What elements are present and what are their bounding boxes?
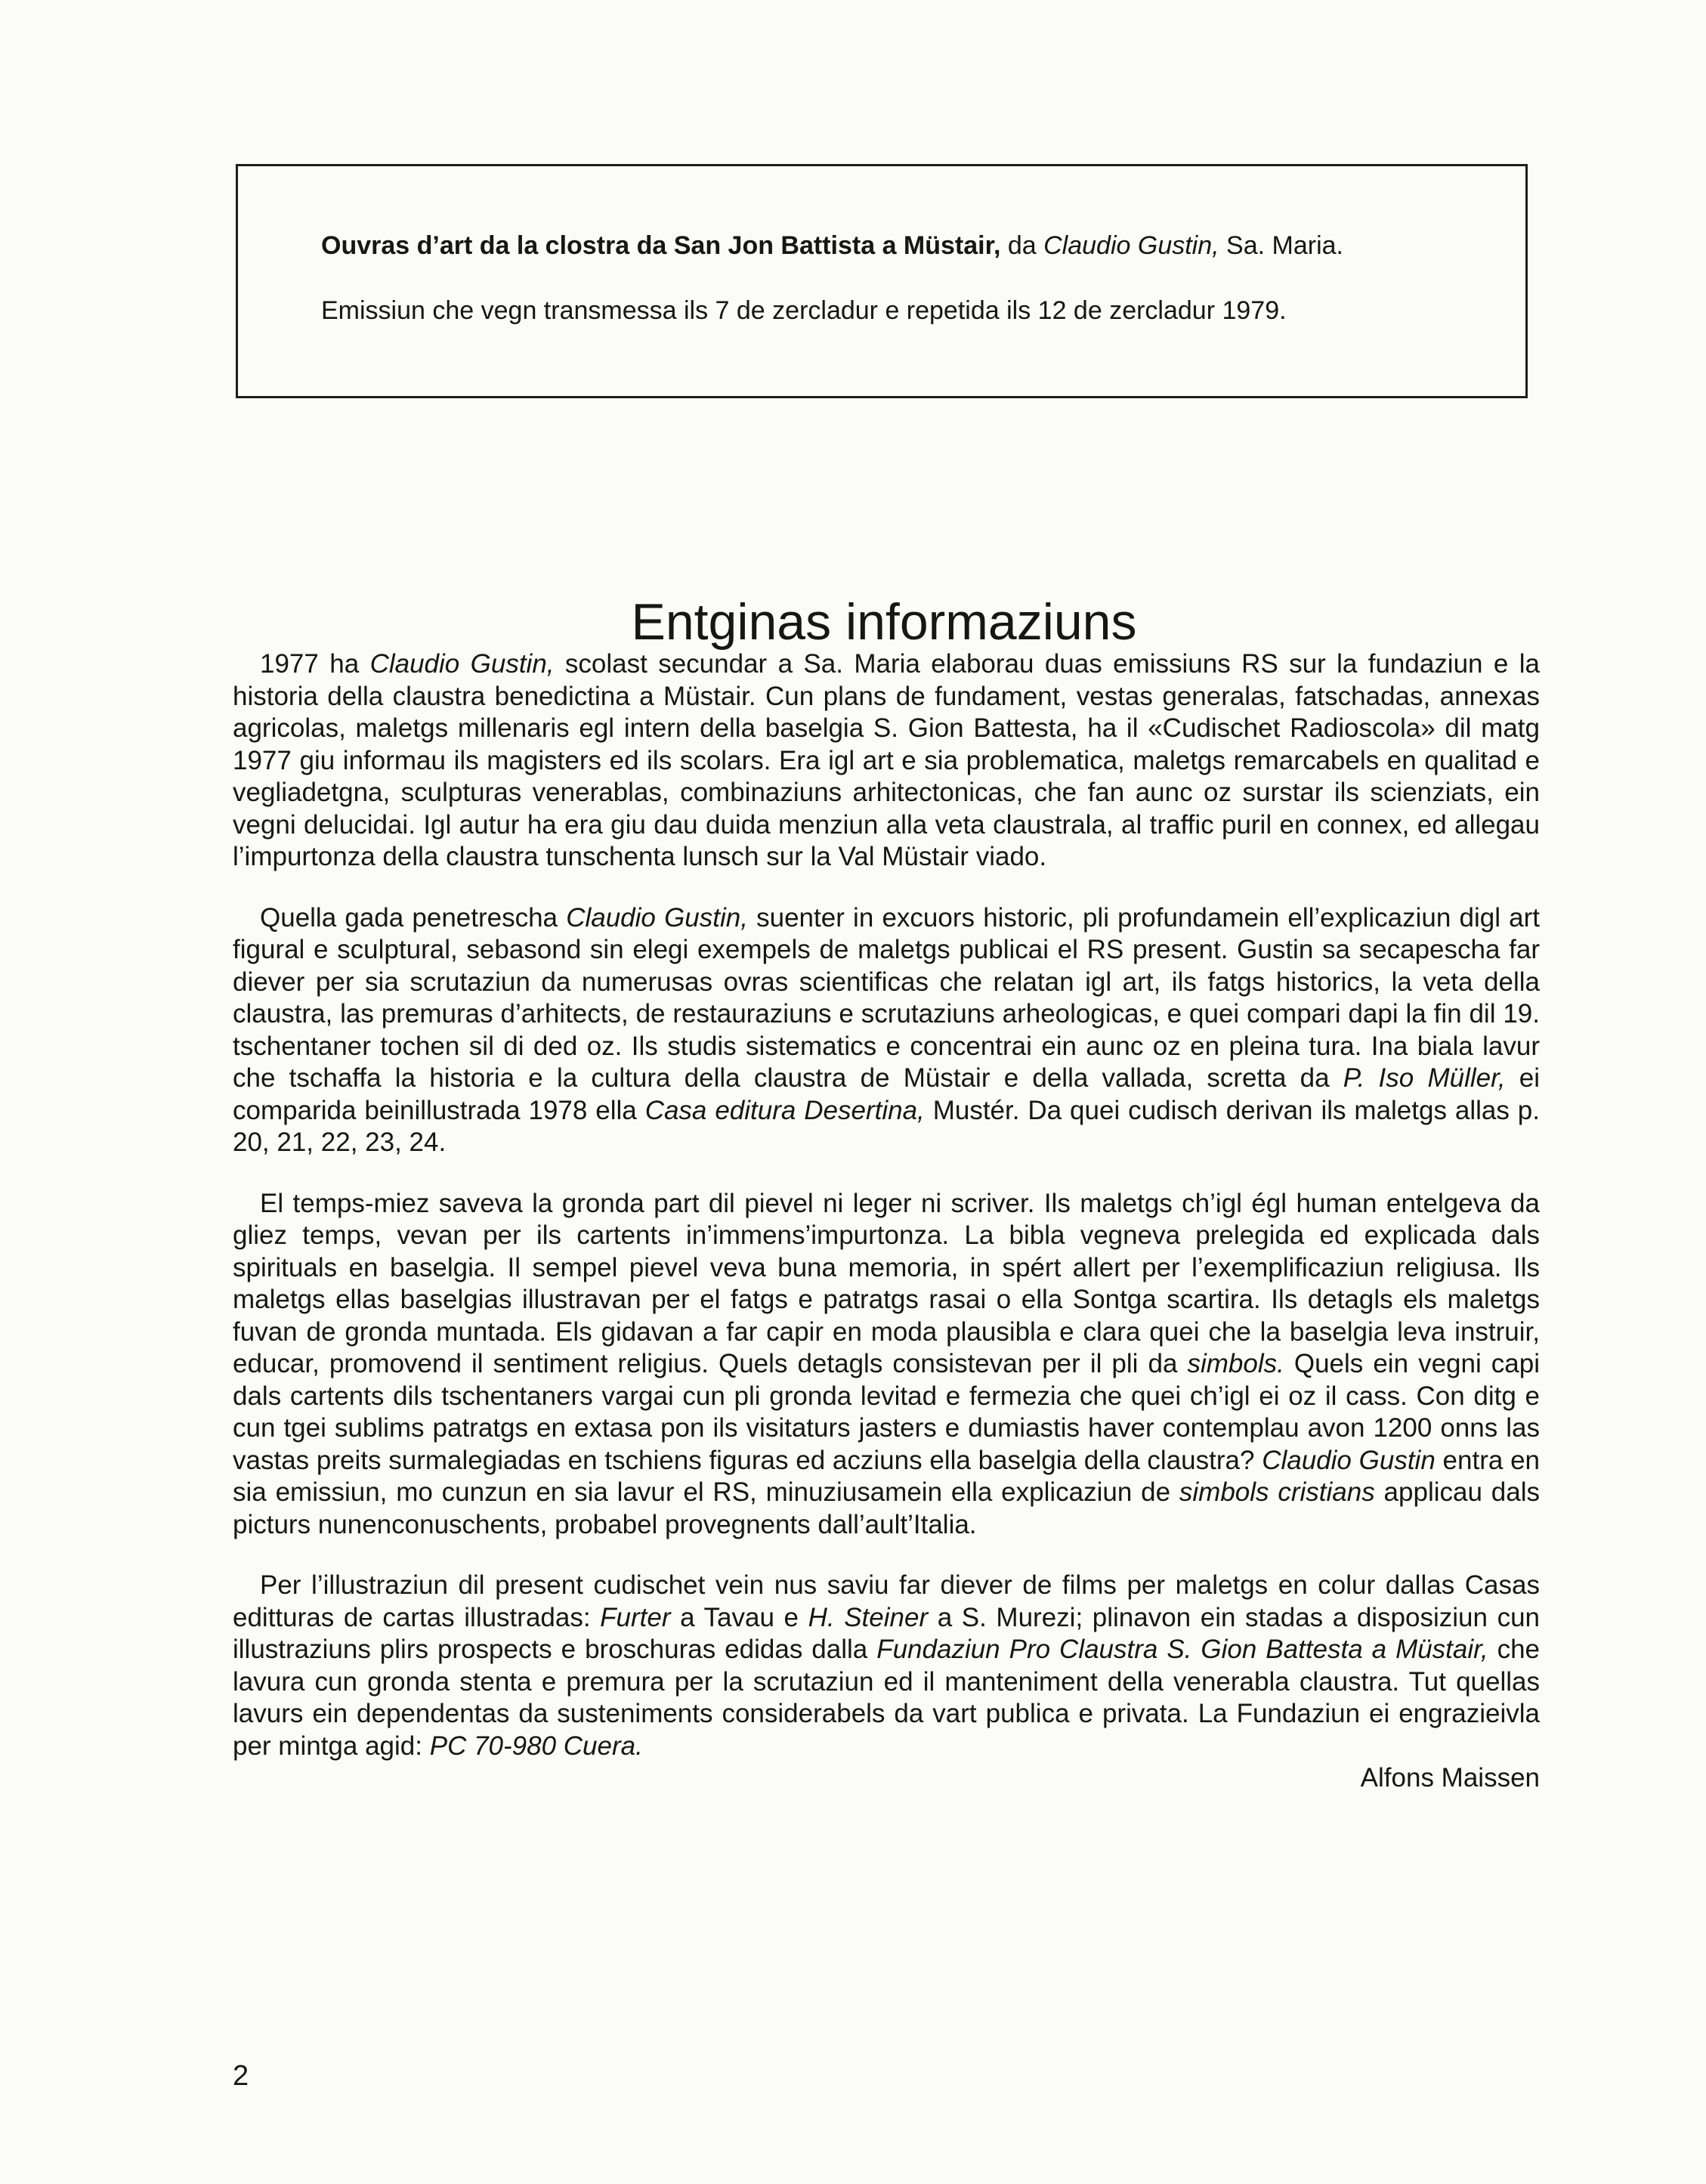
paragraph-1 (233, 648, 1540, 874)
text-run: Quels ein vegni capi dals cartents dils tschentaners vargai cun pli gronda levitad e fermezia che quei ch’igl ei oz il cass. Con ditg e cun tgei sublims patratgs en extasa pon ils visitaturs jasters e dumiastis haver contemplau avon 1200 onns las vastas preits surmalegiadas en tschiens figuras ed acziuns ella baselgia della claustra? (233, 1349, 1540, 1475)
text-run: entra en sia emissiun, mo cunzun en sia lavur el RS, minuziusamein ella explicaziun de (233, 1445, 1541, 1507)
article-body (233, 648, 1540, 1795)
italic-author: Claudio Gustin (1262, 1445, 1436, 1475)
italic-account: PC 70-980 Cuera. (429, 1731, 643, 1761)
text-run: Mustér. Da quei cudisch derivan ils maletgs allas p. 20, 21, 22, 23, 24. (233, 1095, 1540, 1157)
text-run: ei comparida beinillustrada 1978 ella (233, 1063, 1541, 1125)
italic-publisher: Casa editura Desertina, (644, 1095, 925, 1125)
broadcast-schedule: Emissiun che vegn transmessa ils 7 de zercladur e repetida ils 12 de zercladur 1979. (321, 296, 1287, 325)
italic-publisher: H. Steiner (808, 1602, 929, 1632)
text-run: applicau dals picturs nunenconuschents, probabel provegnents dall’ault’Italia. (233, 1477, 1540, 1539)
page-title: Entginas informaziuns (631, 592, 1137, 651)
text-run: suenter in excuors historic, pli profundamein ell’explicaziun digl art figural e sculptural, sebasond sin elegi exempels de maletgs publicai el RS present. Gustin sa secapescha far diever per sia scrutaziun da numerusas ovras scientificas che relatan igl art, ils fatgs historics, la veta della claustra, las premuras d’arhitects, de restauraziuns e scrutaziuns arheologicas, e quei compari dapi la fin dil 19. tschentaner tochen sil di ded oz. Ils studis sistematics e concentrai ein aunc oz en pleina tura. Ina biala lavur che tschaffa la historia e la cultura della claustra de Müstair e della vallada, scretta da (233, 902, 1540, 1093)
text-run: Per l’illustraziun dil present cudischet vein nus saviu far diever de films per maletgs en colur dallas Casas editturas de cartas illustradas: (233, 1570, 1540, 1632)
broadcast-place: Sa. Maria. (1219, 231, 1343, 260)
text-run: a S. Murezi; plinavon ein stadas a disposiziun cun illustraziuns plirs prospects e broschuras edidas dalla (233, 1602, 1541, 1664)
italic-author: Claudio Gustin, (369, 649, 555, 679)
broadcast-info-box (236, 164, 1528, 398)
text-run: che lavura cun gronda stenta e premura per la scrutaziun ed il manteniment della venerabla claustra. Tut quellas lavurs ein dependentas da susteniments considerabels da vart publica e privata. La Fundaziun ei engrazieivla per mintga agid: (233, 1635, 1541, 1761)
broadcast-title: Ouvras d’art da la clostra da San Jon Battista a Müstair, (321, 231, 1001, 260)
broadcast-da: da (1000, 231, 1044, 260)
italic-term: simbols. (1187, 1349, 1284, 1378)
text-run: scolast secundar a Sa. Maria elaborau duas emissiuns RS sur la fundaziun e la historia della claustra benedictina a Müstair. Cun plans de fundament, vestas generalas, fatschadas, annexas agricolas, maletgs millenaris egl intern della baselgia S. Gion Battesta, ha il «Cudischet Radioscola» dil matg 1977 giu informau ils magisters ed ils scolars. Era igl art e sia problematica, maletgs remarcabels en qualitad e vegliadetgna, sculpturas venerablas, combinaziuns arhitectonicas, che fan aunc oz surstar ils scienziats, ein vegni delucidai. Igl autur ha era giu dau duida menziun alla veta claustrala, al traffic puril en connex, ed allegau l’impurtonza della claustra tunschenta lunsch sur la Val Müstair viado. (233, 649, 1540, 871)
text-run: 1977 ha (260, 649, 370, 679)
author-signature: Alfons Maissen (1360, 1763, 1540, 1793)
paragraph-2 (233, 902, 1540, 1159)
paragraph-4 (233, 1570, 1540, 1762)
paragraph-3 (233, 1188, 1540, 1542)
italic-foundation: Fundaziun Pro Claustra S. Gion Battesta a Müstair, (876, 1635, 1488, 1664)
italic-term: simbols cristians (1179, 1477, 1375, 1507)
italic-publisher: Furter (600, 1602, 671, 1632)
broadcast-title-line (321, 230, 1495, 261)
broadcast-author: Claudio Gustin, (1043, 231, 1219, 260)
text-run: Quella gada penetrescha (260, 902, 567, 933)
text-run: El temps-miez saveva la gronda part dil pievel ni leger ni scriver. Ils maletgs ch’igl égl human entelgeva da gliez temps, vevan per ils cartents in’immens’impurtonza. La bibla vegneva prelegida ed explicada dals spirituals en baselgia. Il sempel pievel veva buna memoria, in spért allert per l’exemplificaziun religiusa. Ils maletgs ellas baselgias illustravan per el fatgs e patratgs rasai o ella Sontga scartira. Ils detagls els maletgs fuvan de gronda muntada. Els gidavan a far capir en moda plausibla e clara quei che la baselgia leva instruir, educar, promovend il sentiment religius. Quels detagls consistevan per il pli da (233, 1188, 1540, 1378)
italic-author: Claudio Gustin, (566, 902, 748, 933)
text-run: a Tavau e (670, 1602, 808, 1632)
page-number: 2 (233, 2060, 249, 2092)
italic-author: P. Iso Müller, (1343, 1063, 1506, 1093)
